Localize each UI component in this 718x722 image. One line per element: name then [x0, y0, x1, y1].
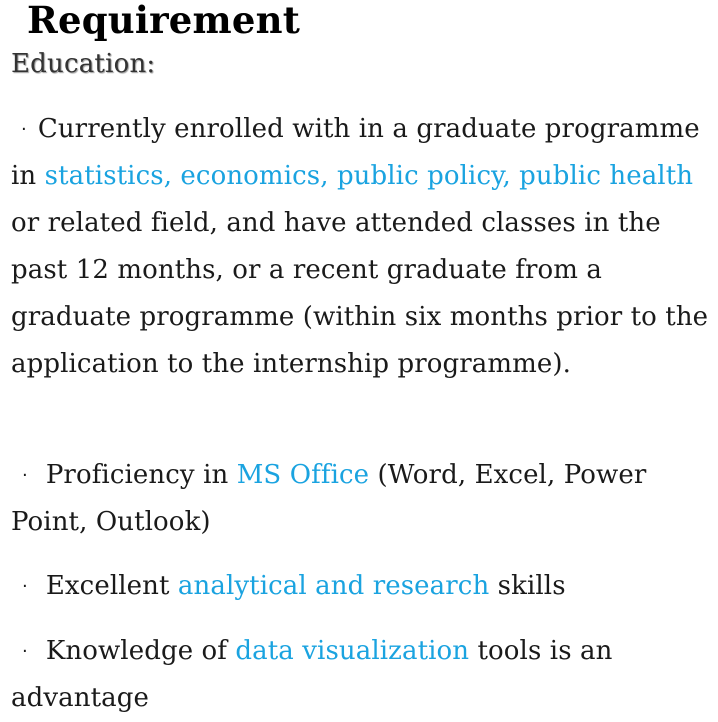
- bullet-icon: ·: [22, 640, 28, 662]
- requirement-bullet-data-visualization: [11, 628, 716, 722]
- bullet-text: tools is an advantage: [11, 636, 613, 714]
- section-heading-education: Education:: [11, 49, 156, 79]
- requirement-bullet-analytical: [11, 563, 716, 610]
- highlighted-skill: MS Office: [236, 460, 370, 490]
- requirement-bullet-enrollment: [11, 106, 716, 387]
- bullet-icon: ·: [22, 464, 28, 486]
- bullet-text: Currently enrolled with in a graduate programme in: [11, 114, 700, 192]
- bullet-icon: ·: [21, 118, 27, 140]
- bullet-text: (Word, Excel, Power Point, Outlook): [11, 460, 647, 538]
- highlighted-skill: analytical and research: [177, 571, 490, 601]
- page-title: Requirement: [27, 0, 301, 42]
- highlighted-skill: data visualization: [235, 636, 470, 666]
- bullet-text: skills: [489, 571, 566, 601]
- highlighted-fields: statistics, economics, public policy, public health: [44, 161, 694, 192]
- requirement-bullet-ms-office: [11, 452, 716, 546]
- bullet-icon: ·: [22, 575, 28, 597]
- bullet-text: Knowledge of: [45, 636, 236, 666]
- bullet-text: or related field, and have attended classes in the past 12 months, or a recent graduate from a graduate programme (within six months prior to the application to the internship programme).: [11, 208, 709, 379]
- bullet-text: Excellent: [45, 571, 178, 601]
- bullet-text: Proficiency in: [45, 460, 237, 490]
